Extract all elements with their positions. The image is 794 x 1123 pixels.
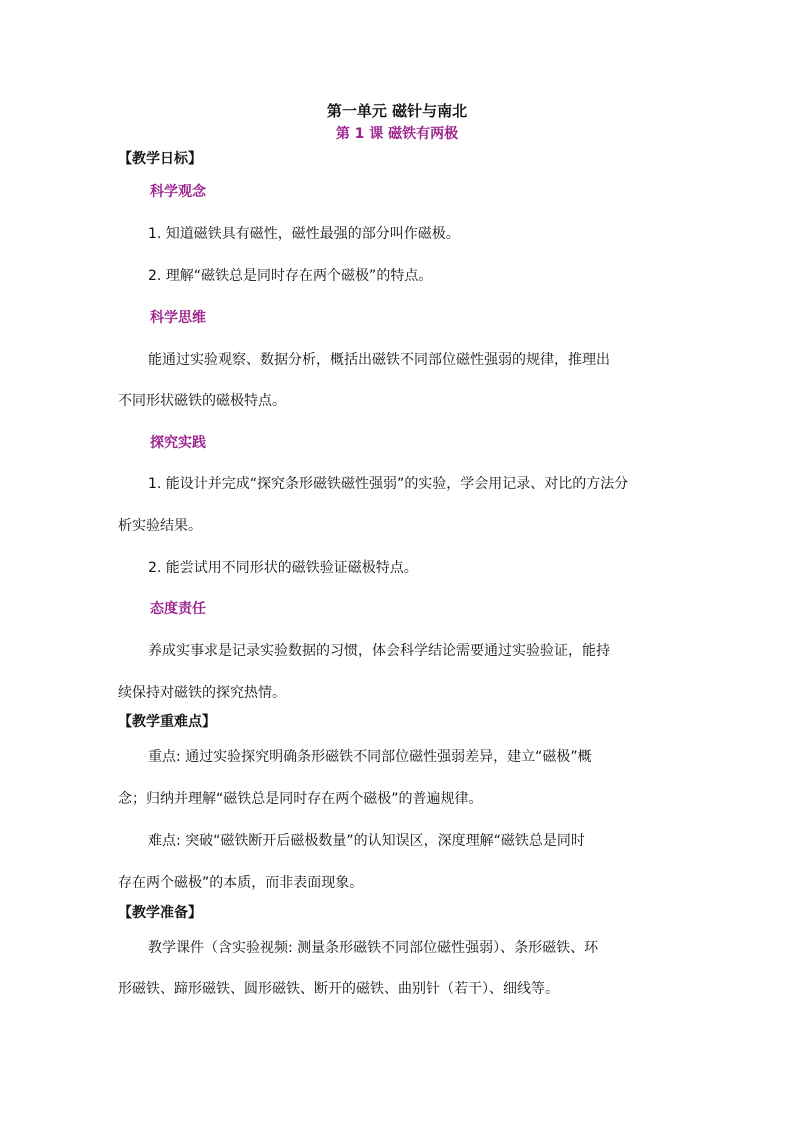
- preparation-heading: 【教学准备】: [118, 905, 202, 921]
- preparation-line-1: 教学课件（含实验视频: 测量条形磁铁不同部位磁性强弱）、条形磁铁、环: [148, 940, 599, 956]
- attitude-heading: 态度责任: [150, 601, 206, 617]
- practice-item-1-line-2: 析实验结果。: [118, 518, 202, 534]
- difficulty-line-1: 难点: 突破“磁铁断开后磁极数量”的认知误区，深度理解“磁铁总是同时: [148, 833, 585, 849]
- focus-line-2: 念；归纳并理解“磁铁总是同时存在两个磁极”的普遍规律。: [118, 791, 483, 807]
- preparation-line-2: 形磁铁、蹄形磁铁、圆形磁铁、断开的磁铁、曲别针（若干）、细线等。: [118, 981, 559, 997]
- attitude-line-2: 续保持对磁铁的探究热情。: [118, 685, 286, 701]
- concept-heading: 科学观念: [150, 184, 206, 200]
- attitude-line-1: 养成实事求是记录实验数据的习惯，体会科学结论需要通过实验验证，能持: [148, 643, 610, 659]
- concept-item-1: 1. 知道磁铁具有磁性，磁性最强的部分叫作磁极。: [148, 226, 460, 242]
- thinking-heading: 科学思维: [150, 310, 206, 326]
- objectives-heading: 【教学日标】: [118, 151, 202, 167]
- practice-item-1-line-1: 1. 能设计并完成“探究条形磁铁磁性强弱”的实验，学会用记录、对比的方法分: [148, 476, 629, 492]
- practice-item-2: 2. 能尝试用不同形状的磁铁验证磁极特点。: [148, 560, 418, 576]
- difficulty-line-2: 存在两个磁极”的本质，而非表面现象。: [118, 875, 364, 891]
- lesson-title: 第 1 课 磁铁有两极: [335, 126, 459, 142]
- practice-heading: 探究实践: [150, 435, 206, 451]
- unit-title: 第一单元 磁针与南北: [326, 102, 468, 120]
- focus-line-1: 重点: 通过实验探究明确条形磁铁不同部位磁性强弱差异，建立“磁极”概: [148, 749, 592, 765]
- thinking-line-1: 能通过实验观察、数据分析，概括出磁铁不同部位磁性强弱的规律，推理出: [148, 352, 610, 368]
- key-points-heading: 【教学重难点】: [118, 714, 216, 730]
- thinking-line-2: 不同形状磁铁的磁极特点。: [118, 393, 286, 409]
- concept-item-2: 2. 理解“磁铁总是同时存在两个磁极”的特点。: [148, 268, 433, 284]
